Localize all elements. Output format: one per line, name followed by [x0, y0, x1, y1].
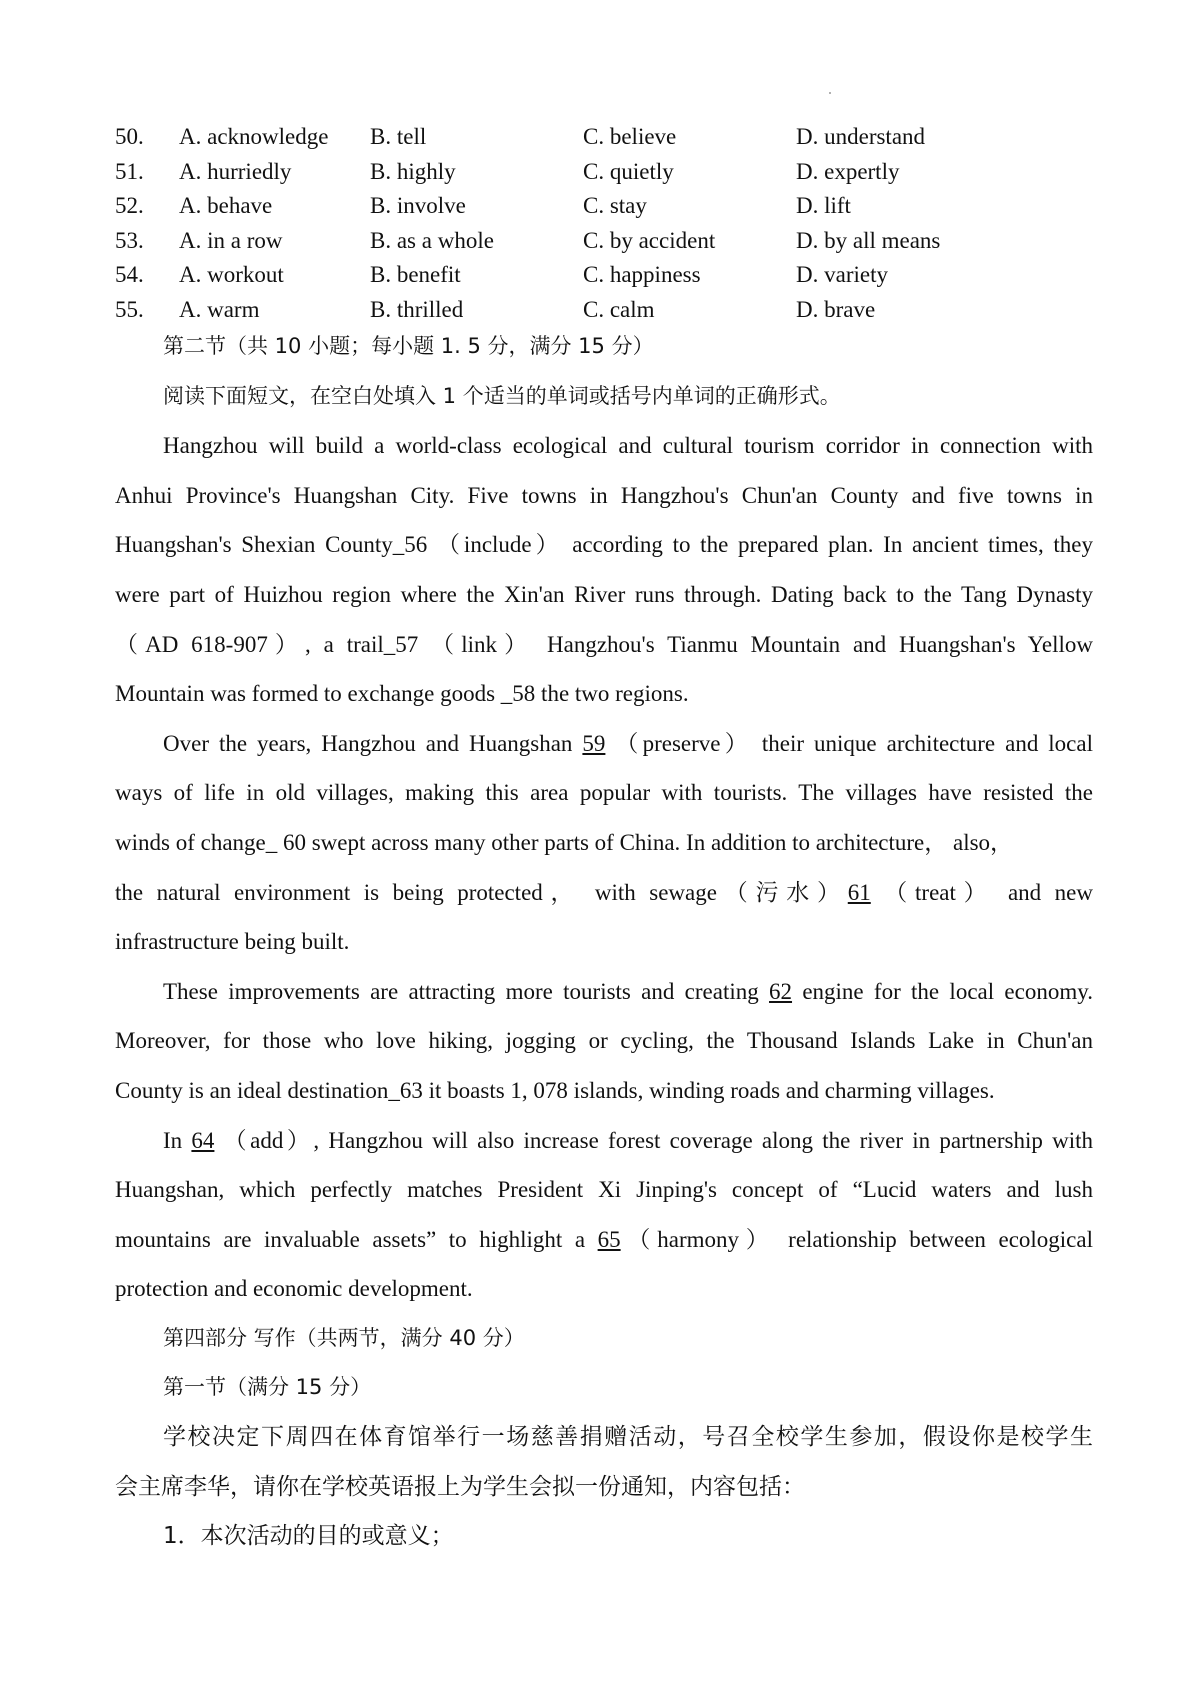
- part-4-heading: 第四部分 写作（共两节，满分 40 分）: [163, 1325, 525, 1350]
- passage-line: Hangzhou will build a world-class ecological and cultural tourism corridor in connection with: [163, 433, 1093, 459]
- question-number: 53.: [115, 227, 144, 253]
- option-a: A. in a row: [179, 227, 283, 253]
- option-a: A. warm: [179, 296, 260, 322]
- option-d: D. expertly: [796, 158, 900, 184]
- passage-line: ways of life in old villages, making this area popular with tourists. The villages have resisted the: [115, 780, 1093, 806]
- line-text: the natural environment is being protected， with sewage（污水）: [115, 879, 848, 905]
- question-number: 52.: [115, 193, 144, 219]
- option-row-53: [115, 224, 1095, 259]
- blank-64: 64: [191, 1127, 215, 1153]
- option-b: B. thrilled: [370, 296, 464, 322]
- passage-line: were part of Huizhou region where the Xin'an River runs through. Dating back to the Tang Dynasty: [115, 581, 1093, 607]
- option-a: A. workout: [179, 262, 284, 288]
- writing-prompt-line: 会主席李华，请你在学校英语报上为学生会拟一份通知，内容包括：: [115, 1473, 805, 1500]
- line-text: （add）, Hangzhou will also increase forest coverage along the river in partnership with: [214, 1127, 1093, 1153]
- question-number: 51.: [115, 158, 144, 184]
- blank-61: 61: [847, 879, 871, 905]
- passage-line: [115, 1116, 1093, 1166]
- options-table: [115, 120, 1095, 328]
- option-d: D. understand: [796, 124, 926, 149]
- passage-line: Anhui Province's Huangshan City. Five towns in Hangzhou's Chun'an County and five towns in: [115, 482, 1093, 508]
- line-text: （preserve） their unique architecture and local: [605, 730, 1093, 756]
- option-b: B. involve: [370, 193, 466, 219]
- option-row-52: [115, 189, 1095, 224]
- page-speck: [829, 92, 831, 94]
- line-text: （harmony） relationship between ecological: [620, 1226, 1093, 1252]
- question-number: 55.: [115, 296, 144, 322]
- line-text: （treat） and new: [870, 879, 1093, 905]
- option-b: B. benefit: [370, 262, 461, 288]
- passage-line: Mountain was formed to exchange goods _58 the two regions.: [115, 681, 689, 707]
- line-text: engine for the local economy.: [792, 978, 1093, 1004]
- passage-line: Moreover, for those who love hiking, jogging or cycling, the Thousand Islands Lake in Chun'an: [115, 1028, 1093, 1054]
- option-row-54: [115, 258, 1095, 293]
- passage-line: （AD 618-907）, a trail_57 （link） Hangzhou's Tianmu Mountain and Huangshan's Yellow: [115, 631, 1093, 657]
- passage-line: Huangshan's Shexian County_56 （include） according to the prepared plan. In ancient times, they: [115, 532, 1093, 558]
- passage-paragraph-1: [115, 421, 1093, 719]
- option-d: D. lift: [796, 193, 851, 219]
- option-b: B. tell: [370, 124, 427, 149]
- section-2-instruction: 阅读下面短文，在空白处填入 1 个适当的单词或括号内单词的正确形式。: [163, 383, 841, 408]
- option-c: C. calm: [583, 296, 655, 322]
- option-a: A. acknowledge: [179, 124, 329, 149]
- option-row-50: [115, 120, 1095, 155]
- question-number: 50.: [115, 124, 144, 149]
- section-2-heading: 第二节（共 10 小题；每小题 1. 5 分，满分 15 分）: [163, 334, 654, 358]
- line-text: Over the years, Hangzhou and Huangshan: [163, 730, 583, 756]
- passage-paragraph-4: [115, 1116, 1093, 1314]
- passage-line: Huangshan, which perfectly matches President Xi Jinping's concept of “Lucid waters and lush: [115, 1177, 1093, 1203]
- blank-62: 62: [769, 978, 793, 1004]
- writing-section-1-heading: 第一节（满分 15 分）: [163, 1375, 372, 1400]
- question-number: 54.: [115, 262, 144, 288]
- writing-prompt-item-1: 1．本次活动的目的或意义；: [163, 1523, 454, 1550]
- passage-line: [115, 967, 1093, 1017]
- passage-line: [115, 868, 1093, 918]
- option-c: C. believe: [583, 124, 677, 149]
- option-row-51: [115, 155, 1095, 190]
- writing-prompt-line: 学校决定下周四在体育馆举行一场慈善捐赠活动，号召全校学生参加，假设你是校学生: [163, 1424, 1093, 1451]
- passage-line: winds of change_ 60 swept across many other parts of China. In addition to architecture， also，: [115, 829, 1014, 855]
- blank-65: 65: [597, 1226, 621, 1252]
- passage-paragraph-2: [115, 719, 1093, 967]
- option-c: C. by accident: [583, 227, 716, 253]
- line-text: These improvements are attracting more tourists and creating: [163, 978, 770, 1004]
- passage-paragraph-3: [115, 967, 1093, 1116]
- line-text: mountains are invaluable assets” to highlight a: [115, 1226, 598, 1252]
- option-b: B. as a whole: [370, 227, 494, 253]
- option-b: B. highly: [370, 158, 456, 184]
- passage-line: County is an ideal destination_63 it boasts 1, 078 islands, winding roads and charming villages.: [115, 1077, 995, 1103]
- option-a: A. behave: [179, 193, 273, 219]
- option-c: C. stay: [583, 193, 647, 219]
- option-d: D. variety: [796, 262, 888, 288]
- passage-line: infrastructure being built.: [115, 929, 350, 955]
- passage-line: [115, 1215, 1093, 1265]
- passage-line: protection and economic development.: [115, 1276, 473, 1302]
- blank-59: 59: [582, 730, 606, 756]
- option-a: A. hurriedly: [179, 158, 292, 184]
- line-text: In: [163, 1127, 192, 1153]
- option-c: C. happiness: [583, 262, 701, 288]
- option-d: D. by all means: [796, 227, 941, 253]
- passage-line: [115, 719, 1093, 769]
- option-c: C. quietly: [583, 158, 674, 184]
- option-d: D. brave: [796, 296, 876, 322]
- main-text: [115, 322, 1093, 1562]
